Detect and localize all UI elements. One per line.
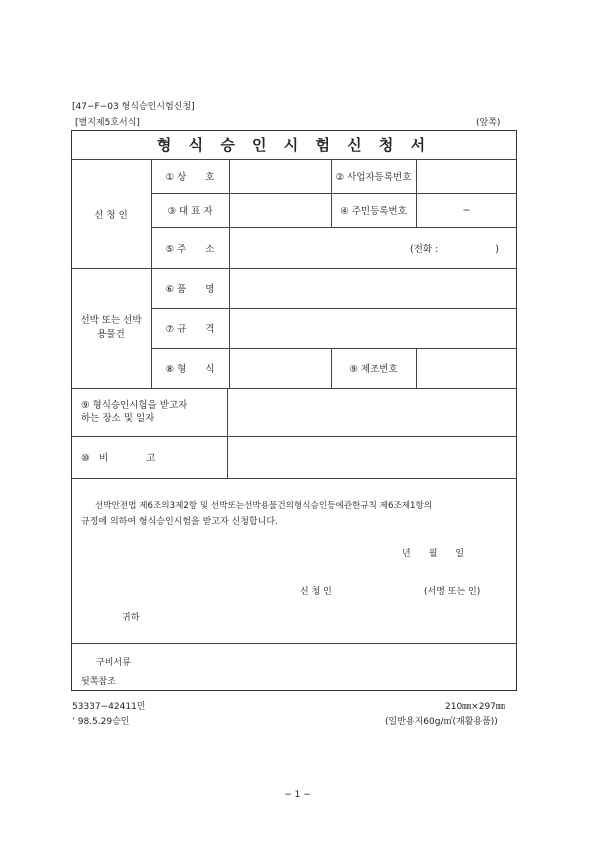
- trade-name-field[interactable]: [229, 159, 331, 193]
- page-side-label: (앞쪽): [476, 118, 501, 128]
- trade-name-label: ① 상 호: [165, 172, 215, 183]
- statement-line2: 규정에 의하여 형식승인시험을 받고자 신청합니다.: [81, 517, 278, 527]
- test-place-label-line2: 하는 장소 및 일자: [81, 413, 155, 424]
- phone-label: (전화 : ): [410, 243, 499, 255]
- signature-placeholder: (서명 또는 인): [424, 587, 481, 597]
- test-place-label-line1: ⑨ 형식승인시험을 받고자: [81, 400, 188, 411]
- address-label: ⑤ 주 소: [165, 243, 215, 255]
- representative-field[interactable]: [229, 193, 331, 227]
- model-label: ⑧ 형 식: [165, 364, 215, 375]
- representative-label: ③ 대 표 자: [167, 206, 213, 217]
- applicant-section-label: 신 청 인: [94, 209, 128, 221]
- serial-number-field[interactable]: [416, 348, 517, 388]
- form-code: [47−F−03 형식승인시험신청]: [72, 102, 195, 112]
- resident-number-label: ④ 주민등록번호: [340, 206, 407, 217]
- form-reference: [별지제5호서식]: [75, 118, 140, 128]
- form-title: 형 식 승 인 시 험 신 청 서: [156, 136, 432, 154]
- product-section-label-line1: 선박 또는 선박: [80, 315, 142, 326]
- remarks-label: ⑩ 비 고: [81, 453, 156, 464]
- resident-number-field[interactable]: −: [462, 204, 471, 216]
- application-date: 년 월 일: [402, 549, 465, 559]
- item-name-field[interactable]: [229, 268, 517, 308]
- attachments-label: 구비서류: [96, 658, 131, 668]
- address-field[interactable]: [229, 227, 517, 268]
- statement-line1: 선박안전법 제6조의3제2항 및 선박또는선박용물건의형식승인등에관한규칙 제6조제1항의: [95, 501, 433, 511]
- product-section-label: [71, 268, 151, 388]
- approval-date: ’ 98.5.29승인: [72, 717, 130, 727]
- spec-field[interactable]: [229, 308, 517, 348]
- attachments-note: 뒷쪽참조: [81, 677, 116, 687]
- paper-type: (일반용지60g/㎡(재활용품)): [385, 717, 498, 727]
- item-name-label: ⑥ 품 명: [165, 284, 215, 295]
- serial-number-label: ⑨ 제조번호: [349, 364, 398, 375]
- spec-label: ⑦ 규 격: [165, 324, 215, 335]
- paper-size: 210㎜×297㎜: [445, 702, 505, 712]
- remarks-field[interactable]: [227, 436, 517, 478]
- business-registration-label: ② 사업자등록번호: [335, 172, 412, 183]
- model-field[interactable]: [229, 348, 331, 388]
- divider: [71, 643, 517, 644]
- test-place-label: [81, 388, 227, 436]
- form-number: 53337−42411민: [72, 702, 146, 712]
- divider: [71, 478, 517, 479]
- product-section-label-line2: 용물건: [97, 329, 125, 340]
- page-number: − 1 −: [284, 790, 311, 800]
- addressee-label: 귀하: [122, 613, 140, 623]
- test-place-field[interactable]: [227, 388, 517, 436]
- business-registration-field[interactable]: [416, 159, 517, 193]
- applicant-signature-label: 신 청 인: [300, 587, 332, 597]
